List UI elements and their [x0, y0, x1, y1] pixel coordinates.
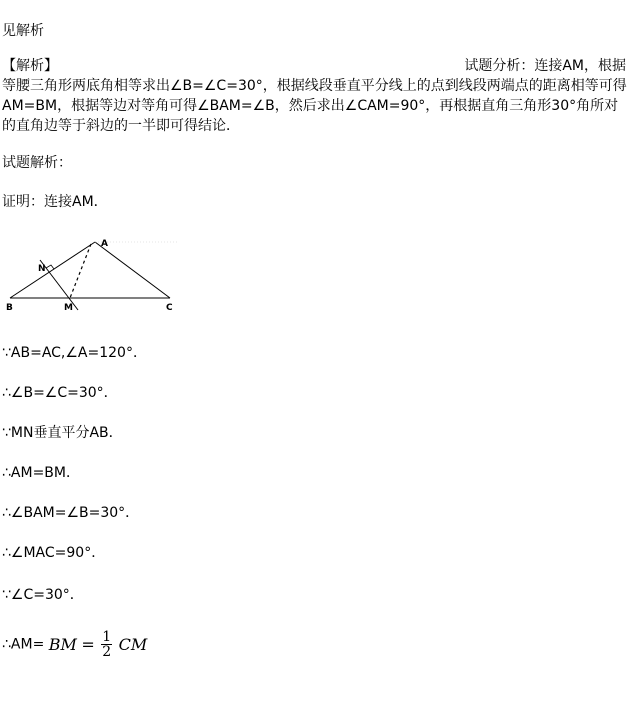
step-3: ∵MN垂直平分AB．	[2, 425, 123, 441]
answer-header: 见解析	[2, 23, 44, 39]
solution-label: 试题解析：	[2, 155, 72, 171]
analysis-paragraph	[2, 56, 628, 136]
triangle-figure	[0, 238, 190, 318]
right-angle-mark	[46, 265, 54, 269]
step-2: ∴∠B=∠C=30°．	[2, 385, 118, 401]
step-6: ∴∠MAC=90°．	[2, 545, 106, 561]
side-ab	[10, 242, 95, 298]
label-a: A	[101, 239, 108, 249]
final-equation	[2, 630, 147, 659]
analysis-intro: 试题分析：连接AM，根据	[464, 58, 626, 74]
final-rhs: CM	[118, 635, 148, 654]
label-b: B	[6, 303, 13, 313]
proof-start: 证明：连接AM．	[2, 194, 108, 210]
step-7: ∵∠C=30°．	[2, 587, 84, 603]
fraction-half	[101, 630, 112, 659]
analysis-text: 等腰三角形两底角相等求出∠B=∠C=30°，根据线段垂直平分线上的点到线段两端点的距离相等可得AM=BM，根据等边对等角可得∠BAM=∠B，然后求出∠CAM=90°，再根据直角三角形30°角所对的直角边等于斜边的一半即可得结论．	[2, 78, 627, 134]
final-lhs: BM	[48, 635, 77, 654]
fraction-denominator: 2	[102, 644, 112, 660]
label-c: C	[166, 303, 173, 313]
side-ac	[95, 242, 170, 298]
label-m: M	[64, 303, 73, 313]
analysis-tag: 【解析】	[2, 58, 58, 74]
step-4: ∴AM=BM．	[2, 465, 80, 481]
step-1: ∵AB=AC,∠A=120°．	[2, 345, 147, 361]
final-eq: =	[81, 635, 95, 654]
final-prefix: ∴AM=	[2, 636, 45, 653]
fraction-numerator: 1	[102, 629, 112, 645]
label-n: N	[38, 264, 46, 274]
step-5: ∴∠BAM=∠B=30°．	[2, 505, 140, 521]
